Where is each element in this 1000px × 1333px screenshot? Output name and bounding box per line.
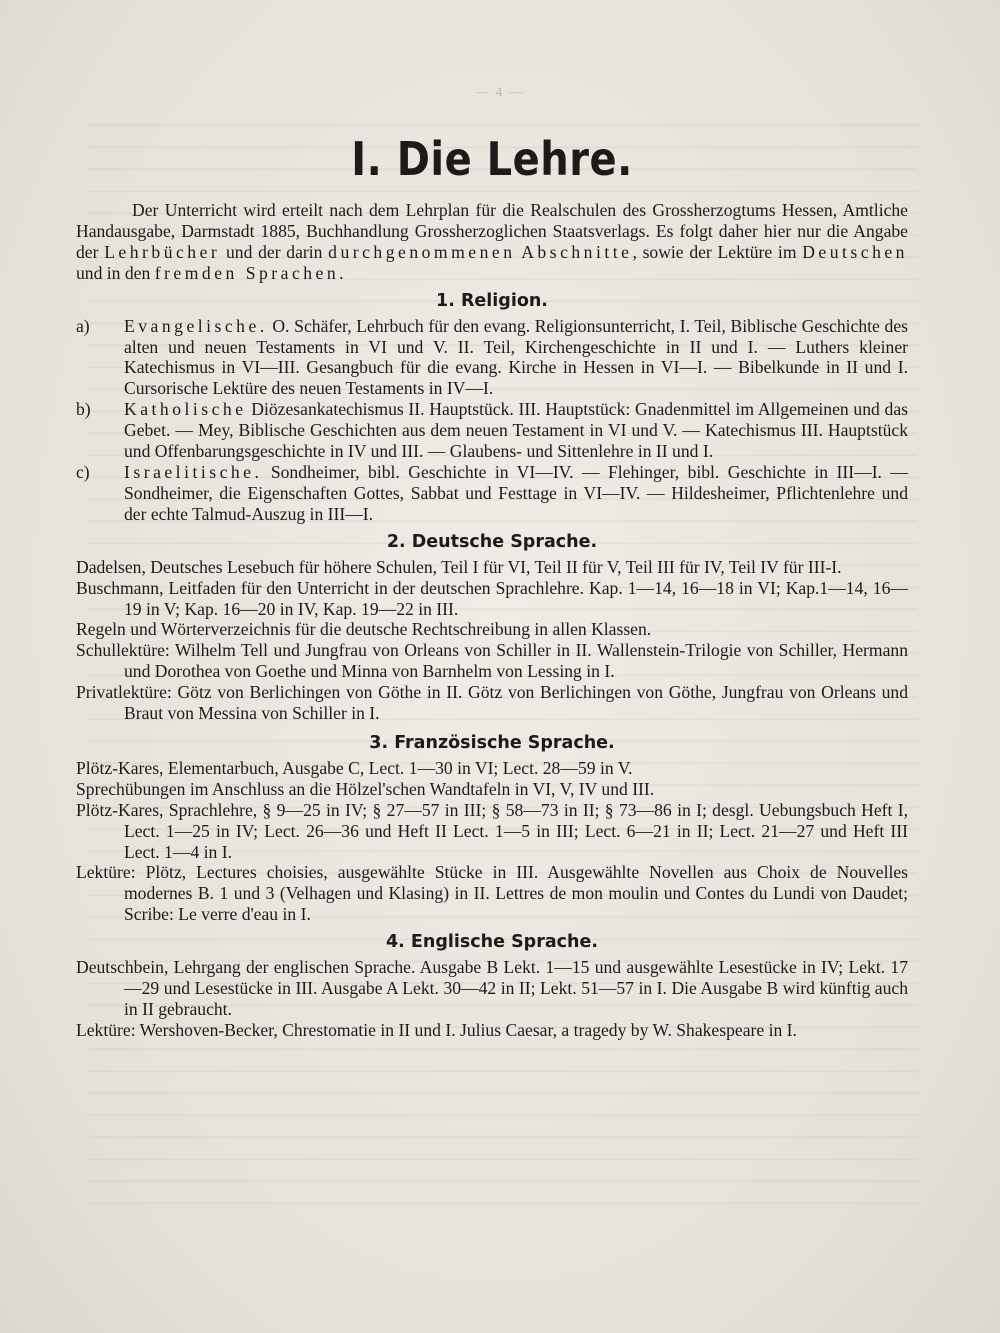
page-number: — 4 — (475, 84, 525, 99)
religion-item-israelitisch (76, 462, 908, 525)
intro-word-deutschen: Deutschen (802, 241, 908, 262)
intro-word-durchgenommenen: durchgenommenen (328, 241, 516, 262)
intro-paragraph (76, 200, 908, 284)
section-heading-religion: 1. Religion. (436, 290, 548, 311)
section-heading-franzoesisch: 3. Französische Sprache. (369, 732, 615, 753)
deutsch-entry: Regeln und Wörterverzeichnis für die deutsche Rechtschreibung in allen Klassen. (76, 619, 652, 640)
denomination-katholisch: Katholische (124, 399, 247, 420)
intro-text-b: und der darin (220, 241, 329, 262)
religion-item-katholisch (76, 399, 908, 462)
intro-text-c: , sowie der Lektüre im (632, 241, 803, 262)
religion-text-c: Sondheimer, bibl. Geschichte in VI—IV. — Flehinger, bibl. Geschichte in III—I. — Sondheimer, die Eigenschaften Gottes, Sabbat und Festtage in VI—IV. — Hildesheimer, Pflichtenlehre und der echte Talmud-Auszug in III—I. (124, 461, 908, 524)
intro-word-abschnitte: Abschnitte (521, 241, 633, 262)
deutsch-entry: Buschmann, Leitfaden für den Unterricht in der deutschen Sprachlehre. Kap. 1—14, 16—18 in VI; Kap.1—14, 16—19 in V; Kap. 16—20 in IV, Kap. 19—22 in III. (76, 577, 908, 619)
denomination-israelitisch: Israelitische. (124, 461, 263, 482)
deutsch-entry: Schullektüre: Wilhelm Tell und Jungfrau von Orleans von Schiller in II. Wallenstein-Trilogie von Schiller, Hermann und Dorothea von Goethe und Minna von Barnhelm von Lessing in I. (76, 640, 908, 682)
religion-item-evangelisch (76, 316, 908, 400)
section-heading-englisch: 4. Englische Sprache. (386, 932, 598, 953)
section-heading-deutsch: 2. Deutsche Sprache. (386, 531, 598, 552)
religion-text-a: O. Schäfer, Lehrbuch für den evang. Religionsunterricht, I. Teil, Biblische Geschichte des alten und neuen Testaments in VI und V. II. Teil, Kirchengeschichte in II und I. — Luthers kleiner Katechismus in VI—III. Gesangbuch für die evang. Kirche in Hessen in VI—I. — Bibelkunde in II und I. Cursorische Lektüre des neuen Testaments in IV—I. (124, 315, 908, 399)
chapter-title: I. Die Lehre. (351, 133, 633, 187)
intro-text-d: und in den (76, 262, 155, 283)
intro-word-fremden-sprachen: fremden Sprachen (154, 262, 340, 283)
franzoesisch-entry: Sprechübungen im Anschluss an die Hölzel'schen Wandtafeln in VI, V, IV und III. (76, 778, 655, 799)
intro-text-e: . (339, 262, 344, 283)
intro-word-lehrbuecher: Lehrbücher (104, 241, 221, 262)
franzoesisch-entry: Plötz-Kares, Sprachlehre, § 9—25 in IV; § 27—57 in III; § 58—73 in II; § 73—86 in I; desgl. Uebungsbuch Heft I, Lect. 1—25 in IV; Lect. 26—36 und Heft II Lect. 1—5 in III; Lect. 6—21 in II; Lect. 21—27 und Heft III Lect. 1—4 in I. (76, 799, 908, 862)
item-label-a: a) (76, 315, 90, 336)
religion-text-b: Diözesankatechismus II. Hauptstück. III. Hauptstück: Gnadenmittel im Allgemeinen und das Gebet. — Mey, Biblische Geschichten aus dem neuen Testament in VI und V. — Katechismus III. Hauptstück und Offenbarungsgeschichte in IV und III. — Glaubens- und Sittenlehre in II und I. (124, 399, 908, 462)
intro-text-a: Der Unterricht wird erteilt nach dem Lehrplan für die Realschulen des Grossherzogtums Hessen, Amtliche Handausgabe, Darmstadt 1885, Buchhandlung Grossherzoglichen Staatsverlags. Es folgt daher hier nur die Angabe der (76, 200, 908, 262)
franzoesisch-entry: Lektüre: Plötz, Lectures choisies, ausgewählte Stücke in III. Ausgewählte Novellen aus Choix de Nouvelles modernes B. 1 und 3 (Velhagen und Klasing) in II. Lettres de mon moulin und Contes du Lundi von Daudet; Scribe: Le verre d'eau in I. (76, 862, 908, 925)
englisch-entry: Deutschbein, Lehrgang der englischen Sprache. Ausgabe B Lekt. 1—15 und ausgewählte Lesestücke in IV; Lekt. 17—29 und Lesestücke in III. Ausgabe A Lekt. 30—42 in II; Lekt. 51—57 in I. Die Ausgabe B wird künftig auch in II gebraucht. (76, 957, 908, 1019)
denomination-evangelisch: Evangelische. (124, 315, 268, 336)
page-content (76, 133, 908, 1041)
franzoesisch-entry: Plötz-Kares, Elementarbuch, Ausgabe C, Lect. 1—30 in VI; Lect. 28—59 in V. (76, 757, 633, 778)
item-label-c: c) (76, 461, 90, 482)
deutsch-entry: Privatlektüre: Götz von Berlichingen von Göthe in II. Götz von Berlichingen von Göthe, Jungfrau von Orleans und Braut von Messina von Schiller in I. (76, 682, 908, 724)
item-label-b: b) (76, 399, 91, 420)
deutsch-entry: Dadelsen, Deutsches Lesebuch für höhere Schulen, Teil I für VI, Teil II für V, Teil III für IV, Teil IV für III-I. (76, 556, 842, 577)
englisch-entry: Lektüre: Wershoven-Becker, Chrestomatie in II und I. Julius Caesar, a tragedy by W. Shakespeare in I. (76, 1019, 797, 1040)
